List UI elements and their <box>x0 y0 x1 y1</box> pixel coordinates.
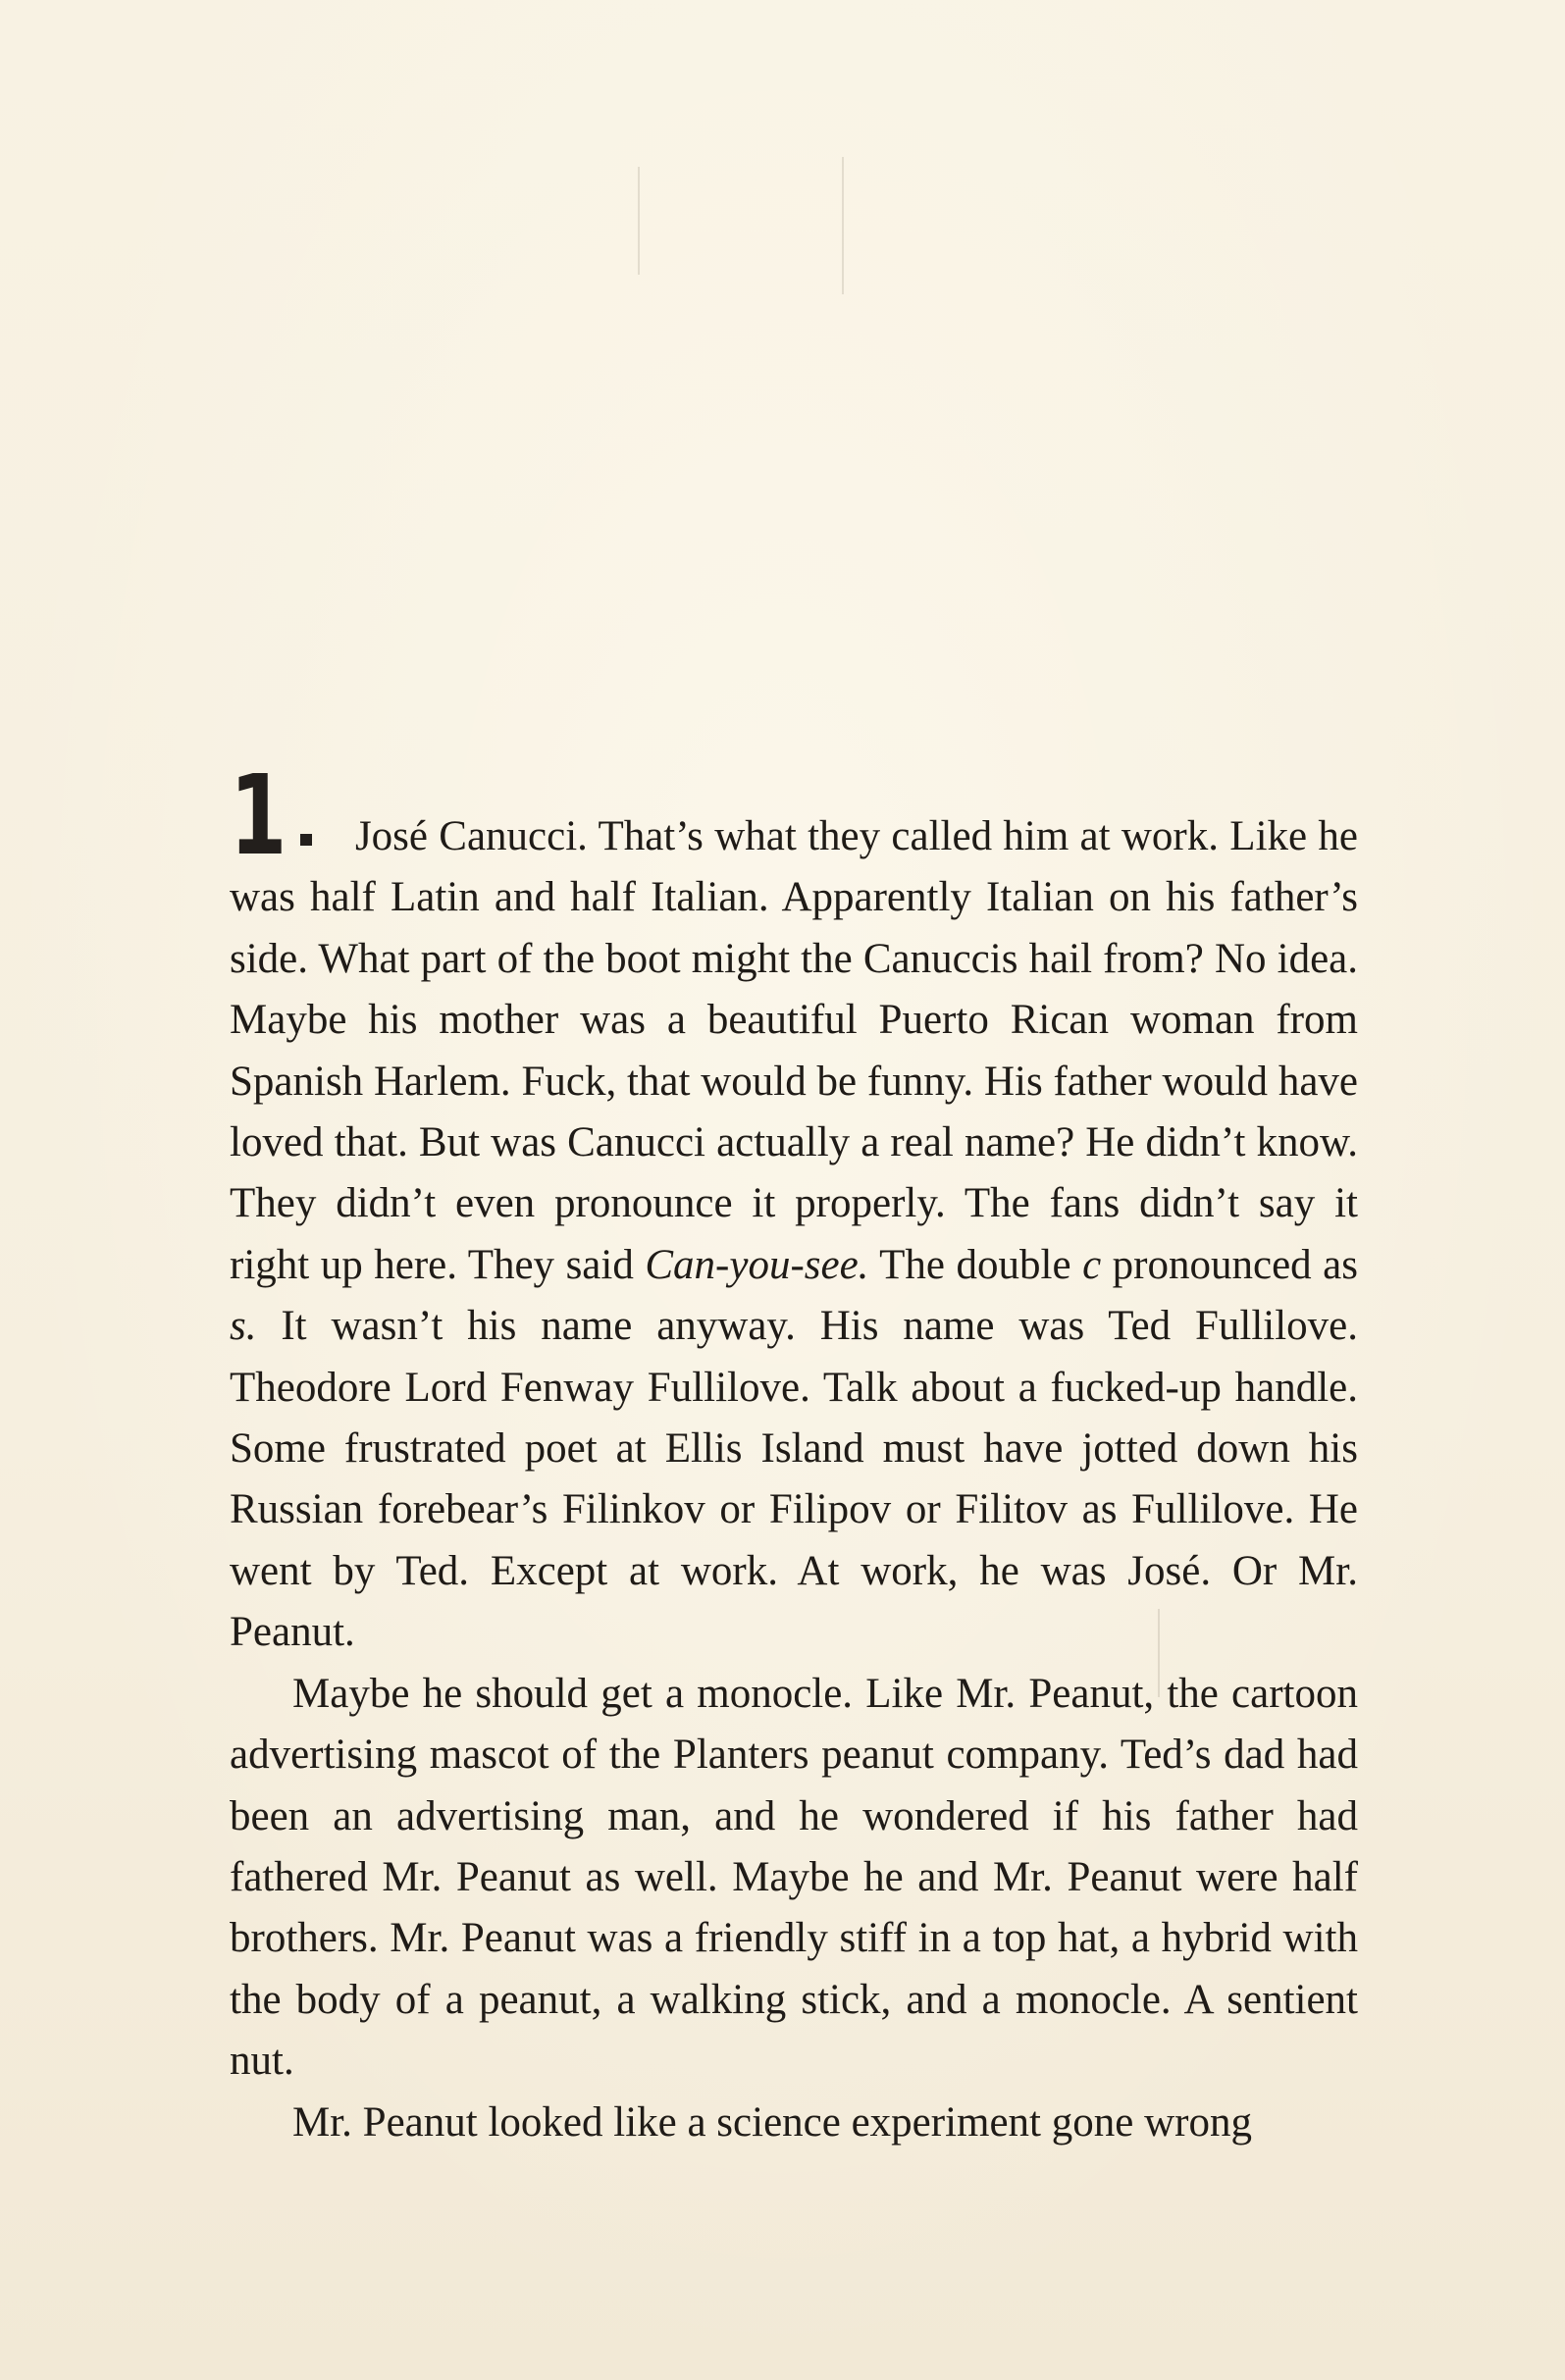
text-line: dad had been an advertising man, and he wondered if his <box>230 1732 1359 1839</box>
chapter-number-dot <box>300 834 312 846</box>
text-line: father had fathered Mr. Peanut as well. Maybe he and Mr. <box>230 1792 1359 1900</box>
text-line: was Ted Fullilove. Theodore Lord Fenway Fullilove. Talk about <box>230 1303 1359 1411</box>
text-line: pronounced as <box>1101 1241 1359 1288</box>
paragraph-1 <box>230 752 1359 1664</box>
text-line: father would have loved that. But was Canucci actually a real <box>230 1058 1358 1166</box>
text-line: and a monocle. A sentient nut. <box>230 1976 1358 2085</box>
paragraph-2 <box>230 1664 1358 2093</box>
chapter-number: 1 <box>230 752 287 880</box>
text-line: he was José. Or Mr. Peanut. <box>230 1547 1358 1656</box>
text-line: from? No idea. Maybe his mother was a beautiful Puerto Rican <box>230 935 1359 1044</box>
text-line: toon advertising mascot of the Planters peanut company. Ted’s <box>230 1670 1358 1779</box>
text-line: a fucked-up handle. Some frustrated poet at Ellis Island must <box>230 1364 1359 1473</box>
text-line: The <box>868 1241 946 1288</box>
italic-letter: c <box>1082 1241 1102 1288</box>
italic-letter: s. <box>230 1303 257 1350</box>
chapter-text <box>230 752 1359 2153</box>
text-line: have jotted down his Russian forebear’s Filinkov or Filipov or <box>230 1425 1358 1533</box>
text-line: Mr. Peanut looked like a science experiment gone wrong <box>292 2098 1252 2146</box>
text-line: The fans didn’t say it right up here. They said <box>230 1180 1358 1288</box>
text-line: Peanut were half brothers. Mr. Peanut was a friendly stiff in a <box>230 1853 1358 1962</box>
text-line: It wasn’t his name anyway. His name <box>256 1303 995 1350</box>
text-line: Maybe he should get a monocle. Like Mr. Peanut, the car <box>292 1670 1283 1717</box>
text-line: José Canucci. That’s what they called him at work. Like <box>354 813 1308 859</box>
text-line: father’s side. What part of the boot might the Canuccis hail <box>230 874 1359 982</box>
text-line: top hat, a hybrid with the body of a peanut, a walking stick, <box>230 1915 1359 2023</box>
text-line: woman from Spanish Harlem. Fuck, that would be funny. His <box>230 997 1359 1105</box>
paper-mark <box>638 167 640 275</box>
text-line: Filitov as Fullilove. He went by Ted. Except at work. At work, <box>230 1486 1358 1594</box>
text-line: he was half Latin and half Italian. Apparently Italian on his <box>230 813 1358 921</box>
italic-phrase: Can-you-see. <box>645 1241 869 1288</box>
text-line: double <box>956 1241 1083 1288</box>
paper-mark <box>842 157 844 294</box>
text-line: name? He didn’t know. They didn’t even pronounce it properly. <box>230 1119 1359 1227</box>
paragraph-3 <box>230 2093 1358 2153</box>
